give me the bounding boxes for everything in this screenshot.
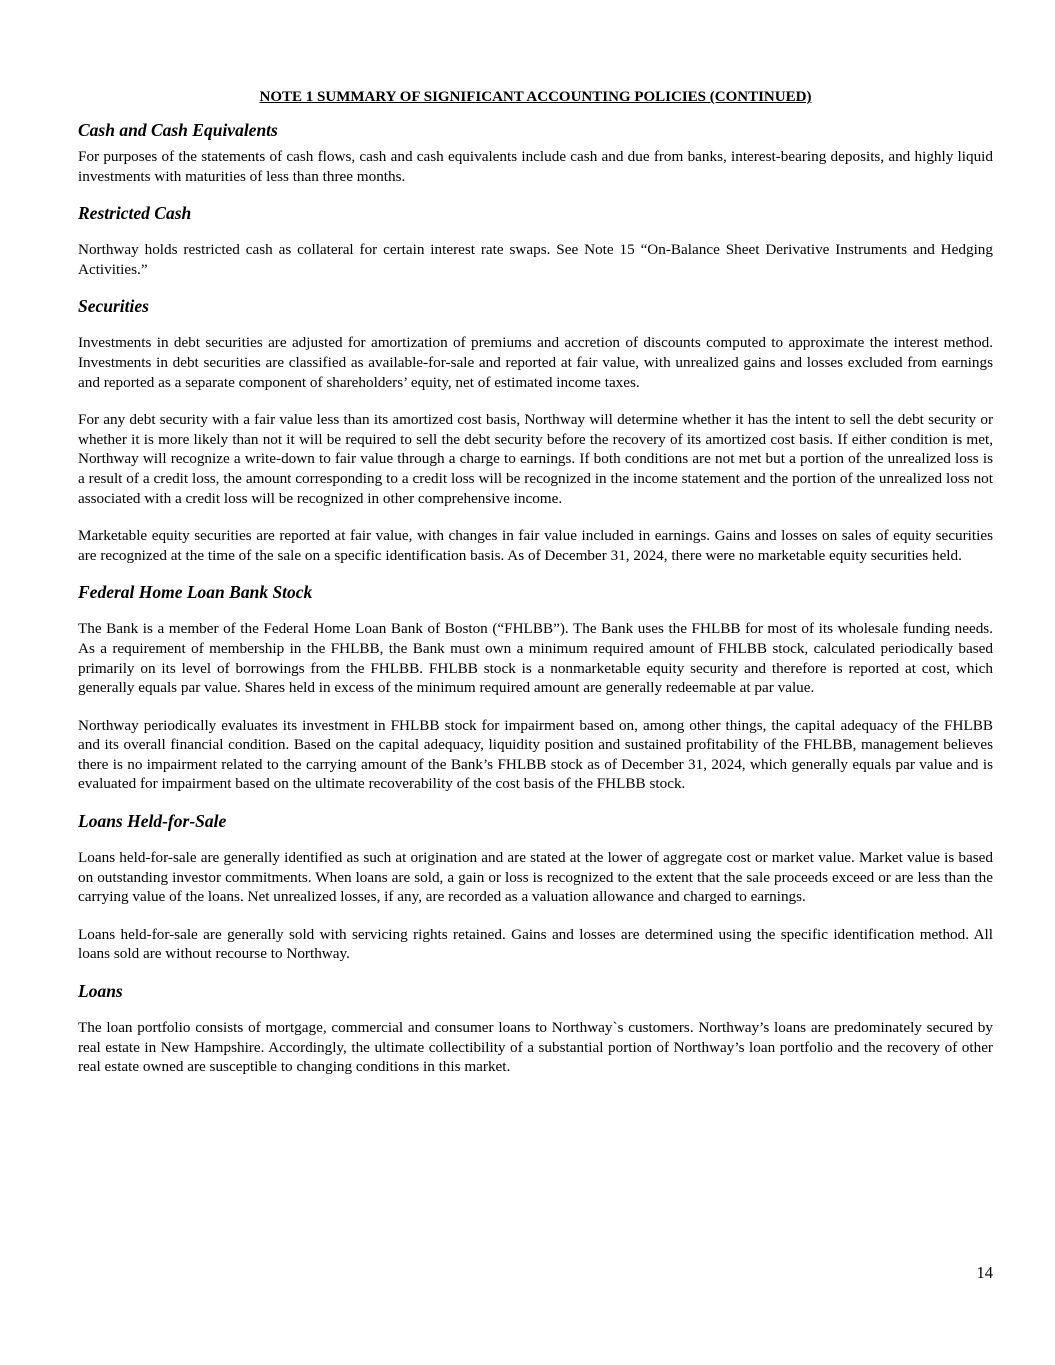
section-paragraph: For any debt security with a fair value less than its amortized cost basis, Northway will determine whether it has the intent to sell the debt security or whether it is more likely than not it will be required to sell the debt security before the recovery of its amortized cost basis. If either condition is met, Northway will recognize a write-down to fair value through a charge to earnings. If both conditions are not met but a portion of the unrealized loss is a result of a credit loss, the amount corresponding to a credit loss will be recognized in the income statement and the portion of the unrealized loss not associated with a credit loss will be recognized in other comprehensive income. xyxy=(78,411,993,507)
section-paragraph: The Bank is a member of the Federal Home Loan Bank of Boston (“FHLBB”). The Bank uses the FHLBB for most of its wholesale funding needs. As a requirement of membership in the FHLBB, the Bank must own a minimum required amount of FHLBB stock, calculated periodically based primarily on its level of borrowings from the FHLBB. FHLBB stock is a nonmarketable equity security and therefore is reported at cost, which generally equals par value. Shares held in excess of the minimum required amount are generally redeemable at par value. xyxy=(78,620,993,697)
section-cash-and-cash-equivalents xyxy=(78,119,993,186)
section-heading: Securities xyxy=(78,296,149,317)
section-loans-held-for-sale xyxy=(78,810,993,964)
section-restricted-cash xyxy=(78,202,993,279)
section-paragraph: For purposes of the statements of cash flows, cash and cash equivalents include cash and due from banks, interest-bearing deposits, and highly liquid investments with maturities of less than three months. xyxy=(78,148,993,185)
section-heading: Loans xyxy=(78,981,123,1002)
section-paragraph: Northway periodically evaluates its investment in FHLBB stock for impairment based on, among other things, the capital adequacy of the FHLBB and its overall financial condition. Based on the capital adequacy, liquidity position and sustained profitability of the FHLBB, management believes there is no impairment related to the carrying amount of the Bank’s FHLBB stock as of December 31, 2024, which generally equals par value and is evaluated for impairment based on the ultimate recoverability of the cost basis of the FHLBB stock. xyxy=(78,716,993,793)
section-heading: Federal Home Loan Bank Stock xyxy=(78,582,313,603)
section-paragraph: Loans held-for-sale are generally sold with servicing rights retained. Gains and losses are determined using the specific identification method. All loans sold are without recourse to Northway. xyxy=(78,925,993,963)
section-paragraph: Investments in debt securities are adjusted for amortization of premiums and accretion of discounts computed to approximate the interest method. Investments in debt securities are classified as available-for-sale and reported at fair value, with unrealized gains and losses excluded from earnings and reported as a separate component of shareholders’ equity, net of estimated income taxes. xyxy=(78,334,993,391)
section-federal-home-loan-bank-stock xyxy=(78,581,993,794)
page-number: 14 xyxy=(976,1263,993,1282)
section-heading: Cash and Cash Equivalents xyxy=(78,120,278,140)
section-paragraph: Marketable equity securities are reported at fair value, with changes in fair value included in earnings. Gains and losses on sales of equity securities are recognized at the time of the sale on a specific identification basis. As of December 31, 2024, there were no marketable equity securities held. xyxy=(78,527,993,564)
section-heading: Restricted Cash xyxy=(78,203,192,224)
note-title: NOTE 1 SUMMARY OF SIGNIFICANT ACCOUNTING POLICIES (CONTINUED) xyxy=(259,89,812,105)
section-paragraph: Loans held-for-sale are generally identified as such at origination and are stated at the lower of aggregate cost or market value. Market value is based on outstanding investor commitments. When loans are sold, a gain or loss is recognized to the extent that the sale proceeds exceed or are less than the carrying value of the loans. Net unrealized losses, if any, are recorded as a valuation allowance and charged to earnings. xyxy=(78,849,993,906)
document-page xyxy=(78,88,993,1095)
section-loans xyxy=(78,980,993,1077)
section-heading: Loans Held-for-Sale xyxy=(78,811,227,832)
section-paragraph: Northway holds restricted cash as collateral for certain interest rate swaps. See Note 15 “On-Balance Sheet Derivative Instruments and Hedging Activities.” xyxy=(78,241,993,278)
section-securities xyxy=(78,295,993,565)
section-paragraph: The loan portfolio consists of mortgage, commercial and consumer loans to Northway`s customers. Northway’s loans are predominately secured by real estate in New Hampshire. Accordingly, the ultimate collectibility of a substantial portion of Northway’s loan portfolio and the recovery of other real estate owned are susceptible to changing conditions in this market. xyxy=(78,1019,993,1076)
